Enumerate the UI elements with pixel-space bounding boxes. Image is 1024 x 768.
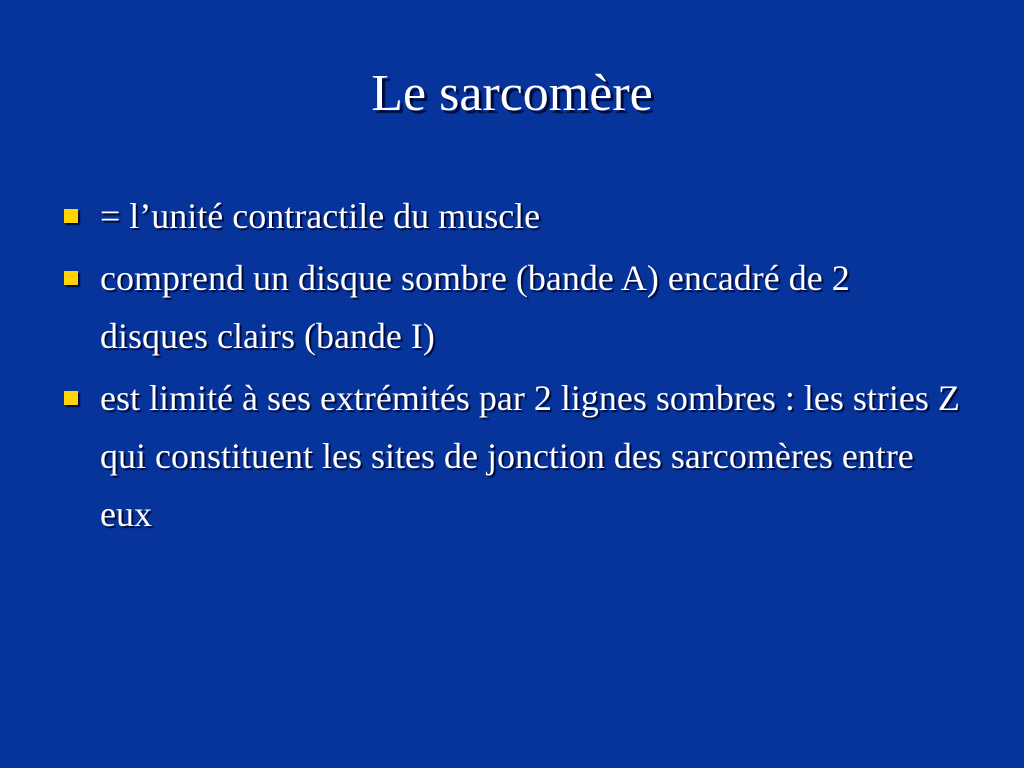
slide-title: Le sarcomère bbox=[371, 65, 653, 122]
square-bullet-icon bbox=[64, 271, 78, 285]
bullet-text: comprend un disque sombre (bande A) encadré de 2 disques clairs (bande I) bbox=[100, 258, 850, 356]
bullet-item bbox=[62, 187, 962, 245]
square-bullet-icon bbox=[64, 209, 78, 223]
bullet-item bbox=[62, 249, 962, 365]
bullet-item bbox=[62, 369, 962, 543]
bullet-text: = l’unité contractile du muscle bbox=[100, 196, 541, 236]
bullet-text: est limité à ses extrémités par 2 lignes sombres : les stries Z qui constituent les sites de jonction des sarcomères entre eux bbox=[100, 378, 960, 534]
square-bullet-icon bbox=[64, 391, 78, 405]
bullet-list bbox=[62, 187, 962, 547]
